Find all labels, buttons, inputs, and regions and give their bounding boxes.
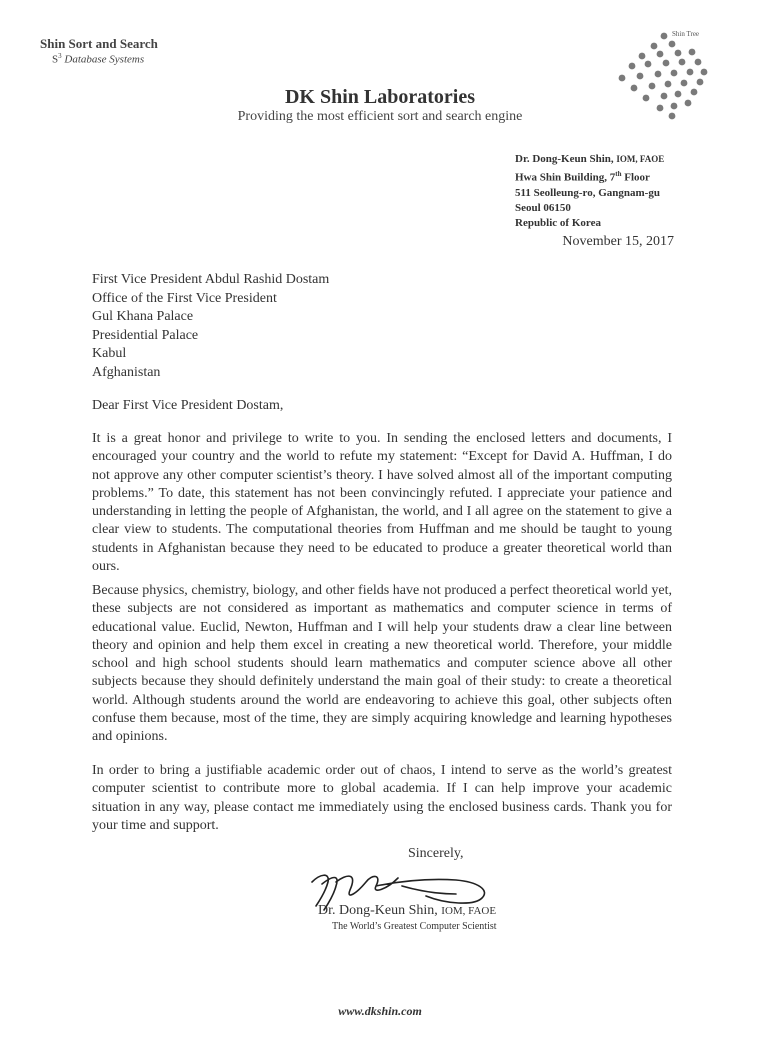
- greeting: Dear First Vice President Dostam,: [92, 398, 284, 413]
- sender-name-suffix: IOM, FAOE: [616, 154, 665, 164]
- building-floor: Floor: [621, 171, 650, 184]
- recipient-line: Office of the First Vice President: [92, 290, 277, 306]
- logo-label: Shin Tree: [672, 30, 700, 38]
- closing: Sincerely,: [408, 846, 464, 861]
- logo-dot: [695, 59, 702, 66]
- sender-city: Seoul 06150: [515, 201, 571, 214]
- logo-dot: [671, 70, 678, 77]
- logo-dot: [651, 43, 658, 50]
- logo-dot: [655, 71, 662, 78]
- sender-name: Dr. Dong-Keun Shin,: [515, 153, 617, 165]
- website-link[interactable]: www.dkshin.com: [338, 1004, 422, 1018]
- logo-dot: [637, 73, 644, 80]
- signatory-name-text: Dr. Dong-Keun Shin,: [318, 903, 442, 918]
- logo-dot: [661, 33, 668, 40]
- signatory-title: The World’s Greatest Computer Scientist: [332, 921, 497, 932]
- logo-dot: [675, 50, 682, 57]
- recipient-line: Presidential Palace: [92, 327, 199, 343]
- sub-text: Database Systems: [64, 53, 145, 66]
- recipient-line: First Vice President Abdul Rashid Dostam: [92, 272, 330, 287]
- building-text: Hwa Shin Building, 7: [515, 171, 616, 184]
- body-paragraph-3: In order to bring a justifiable academic order out of chaos, I intend to serve as the world’s greatest computer scientist to contribute more to global academia. If I can help improve your academic situation in any way, please contact me immediately using the enclosed business cards. Thank you for your time and support.: [92, 763, 672, 833]
- recipient-line: Gul Khana Palace: [92, 309, 194, 324]
- sender-street: 511 Seolleung-ro, Gangnam-gu: [515, 186, 660, 199]
- sub-sup: 3: [58, 52, 62, 60]
- lab-title: DK Shin Laboratories: [284, 86, 476, 108]
- logo-dot: [619, 75, 626, 82]
- logo-dot: [679, 59, 686, 66]
- brand-name: Shin Sort and Search: [40, 36, 158, 51]
- logo-dot: [701, 69, 708, 76]
- building-sup: th: [615, 170, 622, 178]
- recipient-address: [92, 271, 329, 382]
- lab-tagline: Providing the most efficient sort and search engine: [237, 109, 523, 124]
- logo-dot: [639, 53, 646, 60]
- sender-address: [515, 152, 664, 231]
- logo-dot: [697, 79, 704, 86]
- sender-name-line: [515, 152, 664, 167]
- logo-dot: [669, 41, 676, 48]
- body-paragraph-1: It is a great honor and privilege to write to you. In sending the enclosed letters and documents, I encouraged your country and the world to refute my statement: “Except for David A. Huffman, I do not approve any other computer scientist’s theory. I have solved almost all of the important computing problems.” To date, this statement has not been convincingly refuted. I appreciate your patience and understanding in letting the people of Afghanistan, the world, and I all agree on the statement to give a clear view to students. The computational theories from Huffman and me should be taught to young students in Afghanistan because they need to be educated to produce a greater theoretical world than ours.: [92, 431, 672, 575]
- signatory-suffix: IOM, FAOE: [441, 905, 497, 917]
- brand-subtitle: [52, 52, 144, 66]
- logo-dot: [657, 51, 664, 58]
- sender-country: Republic of Korea: [515, 216, 601, 229]
- letter-date: November 15, 2017: [562, 234, 674, 249]
- body-paragraph-2: Because physics, chemistry, biology, and other fields have not produced a perfect theoretical world yet, these subjects are not considered as important as mathematics and computer science in terms of educational value. Euclid, Newton, Huffman and I will help your students draw a clear line between theory and opinion and help them excel in creating a new theoretical world. Therefore, your middle school and high school students should learn mathematics and computer science above all other subjects because they should definitely understand the main goal of their study: to create a theoretical world. Although students around the world are endeavoring to achieve this goal, other subjects often confuse them because, most of the time, they are simply acquiring knowledge and learning hypotheses and opinions.: [92, 583, 672, 745]
- sender-building: [515, 167, 664, 186]
- logo-dot: [645, 61, 652, 68]
- logo-dot: [687, 69, 694, 76]
- recipient-line: Kabul: [92, 346, 127, 361]
- signatory-name: [318, 903, 496, 919]
- logo-dot: [689, 49, 696, 56]
- recipient-line: Afghanistan: [92, 364, 161, 380]
- logo-dot: [663, 60, 670, 67]
- sub-prefix: S: [52, 53, 59, 66]
- logo-dot: [629, 63, 636, 70]
